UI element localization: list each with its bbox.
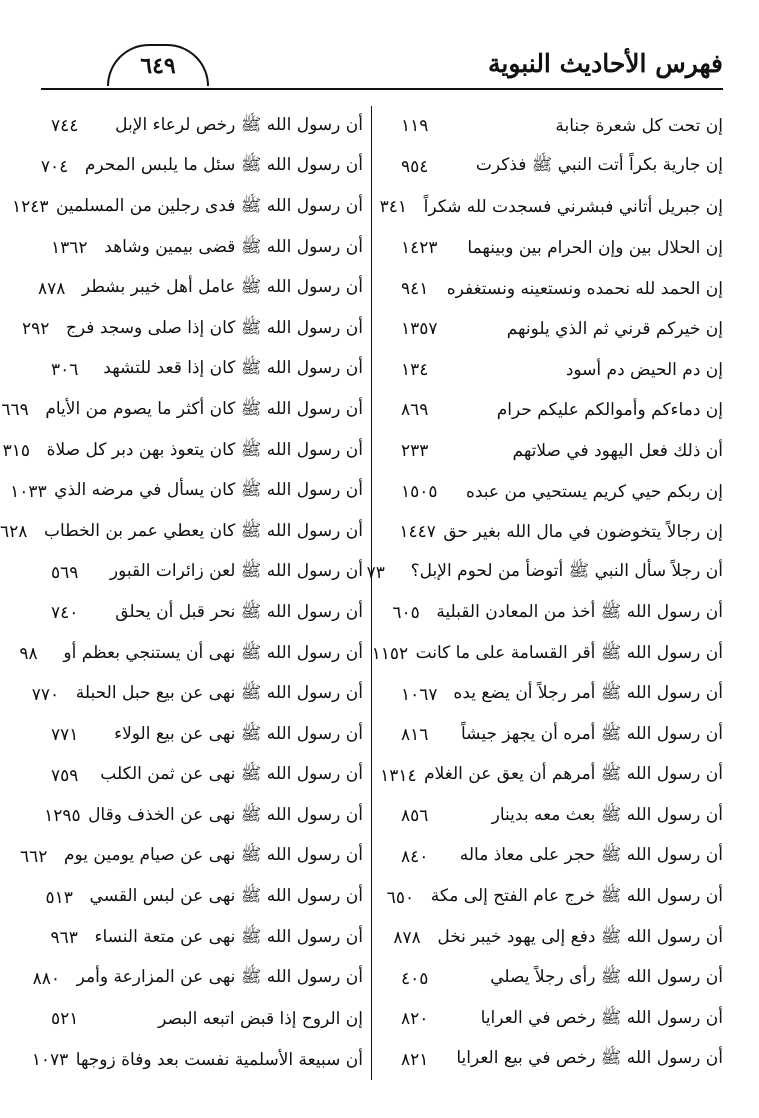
hadith-text: أن رسول الله ﷺ سئل ما يلبس المحرم: [84, 155, 363, 176]
hadith-page-number: ٩٨: [19, 644, 38, 665]
hadith-text: إن دم الحيض دم أسود: [565, 359, 723, 380]
hadith-page-number: ١٣٦٢: [51, 238, 88, 259]
hadith-page-number: ٨٦٩: [401, 400, 429, 421]
hadith-text: أن رجلاً سأل النبي ﷺ أتوضأ من لحوم الإبل؟: [410, 561, 723, 582]
hadith-page-number: ٧٥٩: [51, 765, 79, 786]
index-entry: [2, 431, 371, 472]
hadith-text: أن رسول الله ﷺ لعن زائرات القبور: [109, 561, 363, 582]
hadith-page-number: ٥٢١: [51, 1009, 79, 1030]
hadith-text: أن رسول الله ﷺ أقر القسامة على ما كانت: [415, 642, 723, 663]
index-entry: [40, 147, 371, 188]
hadith-page-number: ٩٥٤: [401, 156, 429, 177]
hadith-page-number: ١٤٤٧: [399, 522, 436, 543]
hadith-page-number: ٤٠٥: [401, 968, 429, 989]
hadith-text: إن دماءكم وأموالكم عليكم حرام: [496, 400, 723, 421]
hadith-text: إن تحت كل شعرة جنابة: [555, 116, 723, 137]
hadith-page-number: ٨٢٠: [401, 1009, 429, 1030]
hadith-text: أن رسول الله ﷺ نحر قبل أن يحلق: [115, 601, 363, 622]
index-entry: [373, 958, 723, 999]
right-column: [366, 106, 723, 1080]
hadith-page-number: ١٢٩٥: [44, 806, 81, 827]
hadith-page-number: ٣٠٦: [51, 359, 79, 380]
hadith-page-number: ١٣٥٧: [401, 319, 438, 340]
index-entry: [373, 877, 723, 918]
index-entry: [373, 471, 723, 512]
index-entry: [51, 999, 371, 1040]
hadith-page-number: ٩٦٣: [50, 928, 78, 949]
page-header: [41, 44, 723, 90]
index-entry: [44, 796, 371, 837]
hadith-page-number: ٢٩٢: [21, 319, 50, 340]
index-entry: [51, 715, 371, 756]
index-entry: [373, 187, 723, 228]
index-entry: [373, 268, 723, 309]
hadith-text: أن رسول الله ﷺ كان إذا صلى وسجد فرج: [65, 317, 363, 338]
index-entry: [373, 1040, 723, 1081]
index-entry: [373, 756, 723, 797]
hadith-page-number: ٦٥٠: [386, 887, 415, 908]
index-entry: [21, 309, 371, 350]
hadith-text: أن رسول الله ﷺ نهى عن بيع الولاء: [114, 723, 363, 744]
hadith-text: أن رسول الله ﷺ نهى عن صيام يومين يوم: [63, 845, 363, 866]
hadith-text: أن رسول الله ﷺ أمره أن يجهز جيشاً: [460, 723, 723, 744]
hadith-text: أن رسول الله ﷺ أخذ من المعادن القبلية: [436, 601, 723, 622]
hadith-page-number: ١٠٧٣: [31, 1049, 69, 1070]
hadith-text: أن رسول الله ﷺ رخص في العرايا: [480, 1007, 723, 1028]
hadith-text: أن رسول الله ﷺ عامل أهل خيبر بشطر: [81, 277, 363, 298]
index-entry: [373, 350, 723, 391]
hadith-page-number: ٧٧١: [51, 725, 79, 746]
hadith-page-number: ٥١٣: [45, 887, 73, 908]
hadith-page-number: ٧٤٤: [51, 116, 79, 137]
hadith-page-number: ١٢٤٣: [11, 197, 49, 218]
hadith-text: أن رسول الله ﷺ نهى عن الخذف وقال: [88, 804, 363, 825]
hadith-text: أن رسول الله ﷺ نهى عن متعة النساء: [94, 926, 363, 947]
index-page: [1, 0, 759, 1118]
index-entry: [373, 390, 723, 431]
hadith-text: أن رسول الله ﷺ نهى أن يستنجي بعظم أو: [63, 642, 363, 663]
hadith-text: أن رسول الله ﷺ كان يعطي عمر بن الخطاب: [43, 520, 363, 541]
hadith-text: أن رسول الله ﷺ أمرهم أن يعق عن الغلام: [424, 764, 723, 785]
index-entry: [373, 106, 723, 147]
hadith-page-number: ٥٦٩: [51, 562, 79, 583]
index-entry: [51, 756, 371, 797]
hadith-page-number: ١٠٣٣: [10, 481, 47, 502]
hadith-page-number: ١١٩: [401, 116, 429, 137]
hadith-page-number: ٦٦٢: [19, 846, 48, 867]
index-entry: [373, 999, 723, 1040]
hadith-page-number: ٣١٥: [2, 441, 30, 462]
hadith-page-number: ٨٤٠: [401, 846, 429, 867]
hadith-page-number: ٨٢١: [401, 1049, 429, 1070]
hadith-page-number: ١٤٢٣: [401, 238, 438, 259]
hadith-page-number: ٨٧٨: [393, 928, 421, 949]
hadith-page-number: ٨٥٦: [401, 806, 429, 827]
index-entry: [373, 512, 723, 553]
hadith-text: أن ذلك فعل اليهود في صلاتهم: [512, 441, 723, 462]
hadith-text: أن رسول الله ﷺ كان يسأل في مرضه الذي: [54, 480, 363, 501]
hadith-page-number: ٧٠٤: [40, 156, 69, 177]
index-entry: [373, 796, 723, 837]
hadith-text: أن رسول الله ﷺ رخص لرعاء الإبل: [115, 114, 363, 135]
index-entry: [37, 268, 371, 309]
index-entry: [51, 106, 371, 147]
hadith-page-number: ٧٣: [366, 562, 385, 583]
hadith-text: أن رسول الله ﷺ بعث معه بدينار: [491, 804, 723, 825]
hadith-text: أن رسول الله ﷺ خرج عام الفتح إلى مكة: [430, 886, 723, 907]
hadith-page-number: ٨٧٨: [37, 278, 66, 299]
hadith-text: أن رسول الله ﷺ نهى عن ثمن الكلب: [100, 764, 363, 785]
hadith-page-number: ١٣٤: [401, 359, 429, 380]
index-entry: [1, 390, 371, 431]
hadith-text: أن رسول الله ﷺ دفع إلى يهود خيبر نخل: [437, 926, 723, 947]
hadith-text: إن رجالاً يتخوضون في مال الله بغير حق: [443, 522, 723, 543]
index-entry: [373, 309, 723, 350]
index-entry: [51, 918, 371, 959]
hadith-page-number: ٧٤٠: [51, 603, 79, 624]
hadith-page-number: ٣٤١: [379, 197, 408, 218]
index-entry: [373, 674, 723, 715]
index-entry: [31, 1040, 371, 1081]
hadith-page-number: ١٠٦٧: [401, 684, 438, 705]
page-title: فهرس الأحاديث النبوية: [487, 49, 723, 78]
hadith-text: أن رسول الله ﷺ حجر على معاذ ماله: [459, 845, 723, 866]
hadith-text: أن رسول الله ﷺ رخص في بيع العرايا: [456, 1048, 723, 1069]
index-entry: [373, 593, 723, 634]
hadith-page-number: ٦٠٥: [392, 603, 420, 624]
hadith-text: أن رسول الله ﷺ قضى بيمين وشاهد: [104, 236, 363, 257]
hadith-page-number: ٦٦٩: [1, 400, 29, 421]
index-entry: [373, 837, 723, 878]
index-entry: [11, 187, 371, 228]
hadith-page-number: ٩٤١: [401, 278, 429, 299]
hadith-page-number: ٢٣٣: [401, 441, 429, 462]
index-entry: [19, 634, 371, 675]
hadith-text: أن رسول الله ﷺ كان أكثر ما يصوم من الأيام: [45, 398, 363, 419]
index-entry: [373, 147, 723, 188]
index-entry: [51, 553, 371, 594]
hadith-text: أن رسول الله ﷺ فدى رجلين من المسلمين: [55, 195, 363, 216]
index-entry: [373, 431, 723, 472]
index-entry: [51, 350, 371, 391]
hadith-page-number: ٨١٦: [401, 725, 429, 746]
page-number: ٦٤٩: [107, 44, 209, 86]
hadith-text: إن خيركم قرني ثم الذي يلونهم: [506, 319, 723, 340]
hadith-page-number: ١٥٠٥: [401, 481, 438, 502]
index-entry: [10, 471, 371, 512]
index-entry: [373, 918, 723, 959]
left-column: [0, 106, 372, 1080]
hadith-text: إن جبريل أتاني فبشرني فسجدت لله شكراً: [423, 197, 723, 218]
hadith-text: أن رسول الله ﷺ كان إذا قعد للتشهد: [103, 358, 363, 379]
hadith-text: أن رسول الله ﷺ رأى رجلاً يصلي: [490, 967, 723, 988]
hadith-page-number: ٦٢٨: [0, 522, 28, 543]
index-entry: [0, 512, 371, 553]
hadith-text: أن رسول الله ﷺ نهى عن المزارعة وأمر: [76, 967, 363, 988]
index-entry: [32, 958, 371, 999]
hadith-page-number: ١١٥٢: [371, 644, 409, 665]
index-entry: [373, 715, 723, 756]
hadith-text: أن سبيعة الأسلمية نفست بعد وفاة زوجها: [75, 1049, 363, 1070]
hadith-text: إن الحلال بين وإن الحرام بين وبينهما: [467, 238, 723, 259]
hadith-page-number: ١٣١٤: [380, 765, 417, 786]
hadith-text: إن جارية بكراً أتت النبي ﷺ فذكرت: [475, 155, 723, 176]
index-entry: [373, 228, 723, 269]
hadith-page-number: ٧٧٠: [31, 684, 60, 705]
index-entry: [51, 593, 371, 634]
hadith-text: إن ربكم حيي كريم يستحيي من عبده: [465, 481, 723, 502]
index-entry: [31, 674, 371, 715]
index-entry: [366, 553, 723, 594]
index-entry: [373, 634, 723, 675]
hadith-text: أن رسول الله ﷺ نهى عن لبس القسي: [89, 886, 363, 907]
hadith-page-number: ٨٨٠: [32, 968, 61, 989]
hadith-text: أن رسول الله ﷺ أمر رجلاً أن يضع يده: [453, 683, 723, 704]
hadith-text: إن الحمد لله نحمده ونستعينه ونستغفره: [446, 278, 723, 299]
hadith-text: أن رسول الله ﷺ كان يتعوذ بهن دبر كل صلاة: [46, 439, 363, 460]
index-entry: [51, 228, 371, 269]
hadith-text: أن رسول الله ﷺ نهى عن بيع حبل الحبلة: [75, 683, 363, 704]
index-entry: [45, 877, 371, 918]
index-entry: [19, 837, 371, 878]
hadith-text: إن الروح إذا قبض اتبعه البصر: [158, 1009, 363, 1030]
